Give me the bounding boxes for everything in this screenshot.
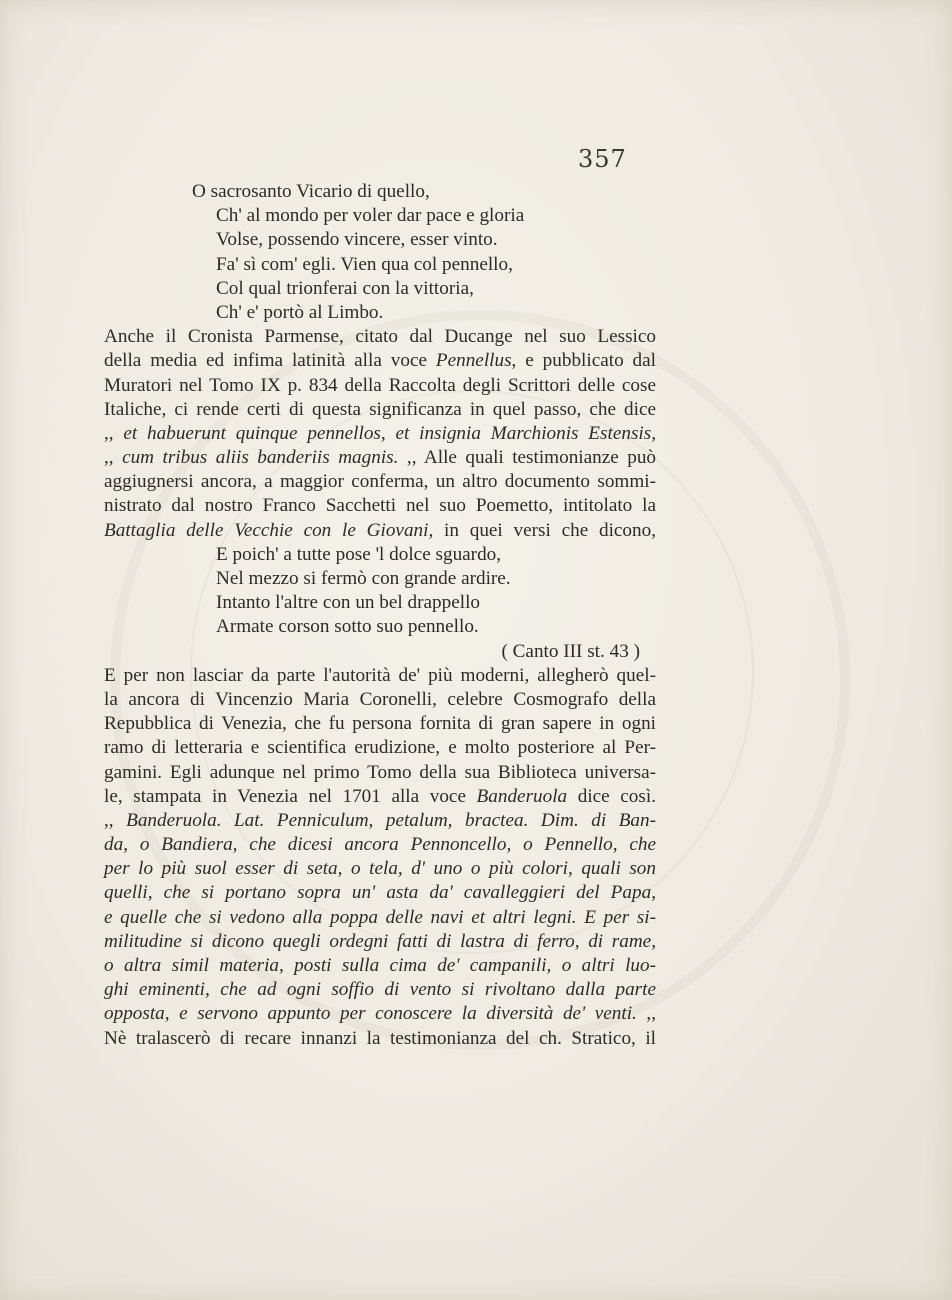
text-segment: ramo di letteraria e scientifica erudizione, e molto posteriore al Per- bbox=[104, 737, 656, 759]
prose-line bbox=[104, 881, 656, 905]
italic-text: o altra simil materia, posti sulla cima de' campanili, o altri luo- bbox=[104, 955, 656, 976]
italic-text: et habuerunt quinque pennellos, et insignia Marchionis Estensis, bbox=[123, 422, 657, 444]
text-segment: ,, bbox=[104, 447, 123, 469]
prose-line bbox=[104, 857, 656, 881]
italic-text: per lo più suol esser di seta, o tela, d' uno o più colori, quali son bbox=[104, 858, 656, 880]
text-segment: della media ed infima latinità alla voce bbox=[104, 350, 436, 372]
prose-line bbox=[104, 712, 656, 736]
verse-line: Armate corson sotto suo pennello. bbox=[216, 616, 479, 638]
prose-line bbox=[104, 1027, 656, 1051]
prose-line bbox=[104, 906, 656, 930]
prose-line bbox=[104, 374, 656, 398]
italic-text: Banderuola bbox=[476, 785, 568, 807]
text-segment: la ancora di Vincenzio Maria Coronelli, celebre Cosmografo della bbox=[104, 688, 656, 710]
verse-line: Fa' sì com' egli. Vien qua col pennello, bbox=[216, 253, 513, 275]
italic-text: ghi eminenti, che ad ogni soffio di vento si rivoltano dalla parte bbox=[104, 979, 656, 1001]
text-segment: ,, bbox=[636, 1003, 656, 1025]
text-segment: nistrato dal nostro Franco Sacchetti nel suo Poemetto, intitolato la bbox=[104, 495, 656, 517]
prose-line bbox=[104, 785, 656, 809]
prose-line bbox=[104, 736, 656, 760]
citation-line: ( Canto III st. 43 ) bbox=[501, 640, 640, 662]
text-segment: le, stampata in Venezia nel 1701 alla voce bbox=[104, 785, 477, 807]
text-segment: ,, Alle quali testimonianze può bbox=[398, 447, 657, 469]
text-segment: , in quei versi che dicono, bbox=[428, 519, 656, 541]
prose-line bbox=[104, 978, 656, 1002]
text-segment: dice così. bbox=[567, 785, 656, 807]
prose-line bbox=[104, 446, 656, 470]
italic-text: quelli, che si portano sopra un' asta da' cavalleggieri del Papa, bbox=[104, 882, 656, 904]
text-segment: Anche il Cronista Parmense, citato dal Ducange nel suo Lessico bbox=[104, 326, 656, 348]
prose-line bbox=[104, 930, 656, 954]
italic-text: e quelle che si vedono alla poppa delle navi et altri legni. E per si- bbox=[104, 906, 656, 928]
italic-text: cum tribus aliis banderiis magnis. bbox=[122, 447, 399, 469]
verse-line: Intanto l'altre con un bel drappello bbox=[216, 592, 480, 614]
prose-line bbox=[104, 1002, 656, 1026]
prose-line bbox=[104, 422, 656, 446]
text-segment: aggiugnersi ancora, a maggior conferma, un altro documento sommi- bbox=[104, 471, 656, 493]
text-segment: E per non lasciar da parte l'autorità de' più moderni, allegherò quel- bbox=[104, 664, 656, 686]
text-segment: ,, bbox=[104, 422, 124, 444]
text-segment: Nè tralascerò di recare innanzi la testimonianza del ch. Stratico, il bbox=[104, 1027, 656, 1049]
italic-text: da, o Bandiera, che dicesi ancora Pennoncello, o Pennello, che bbox=[104, 834, 656, 856]
prose-line bbox=[104, 519, 656, 543]
page-text bbox=[104, 180, 656, 1051]
italic-text: opposta, e servono appunto per conoscere la diversità de' venti. bbox=[104, 1003, 637, 1025]
verse-line: O sacrosanto Vicario di quello, bbox=[192, 181, 430, 202]
prose-line bbox=[104, 809, 656, 833]
italic-text: Battaglia delle Vecchie con le Giovani bbox=[104, 519, 429, 541]
prose-line bbox=[104, 833, 656, 857]
prose-line bbox=[104, 470, 656, 494]
verse-line: Ch' e' portò al Limbo. bbox=[216, 301, 384, 323]
prose-line bbox=[104, 664, 656, 688]
verse-line: Volse, possendo vincere, esser vinto. bbox=[216, 229, 498, 251]
text-segment: Italiche, ci rende certi di questa significanza in quel passo, che dice bbox=[104, 398, 656, 420]
prose-line bbox=[104, 398, 656, 422]
text-segment: , e pubblicato dal bbox=[511, 350, 656, 372]
prose-line bbox=[104, 494, 656, 518]
text-segment: Muratori nel Tomo IX p. 834 della Raccolta degli Scrittori delle cose bbox=[104, 374, 656, 396]
italic-text: Banderuola. Lat. Penniculum, petalum, bractea. Dim. di Ban- bbox=[126, 809, 656, 831]
text-segment: ,, bbox=[104, 809, 127, 831]
prose-line bbox=[104, 954, 656, 978]
italic-text: militudine si dicono quegli ordegni fatti di lastra di ferro, di rame, bbox=[104, 930, 656, 952]
prose-line bbox=[104, 325, 656, 349]
verse-line: Nel mezzo si fermò con grande ardire. bbox=[216, 568, 511, 589]
text-segment: gamini. Egli adunque nel primo Tomo della sua Biblioteca universa- bbox=[104, 761, 656, 783]
prose-line bbox=[104, 349, 656, 373]
italic-text: Pennellus bbox=[435, 350, 512, 372]
verse-line: Ch' al mondo per voler dar pace e gloria bbox=[216, 205, 525, 227]
text-segment: Repubblica di Venezia, che fu persona fornita di gran sapere in ogni bbox=[104, 713, 656, 735]
verse-line: E poich' a tutte pose 'l dolce sguardo, bbox=[216, 543, 502, 565]
prose-line bbox=[104, 761, 656, 785]
verse-line: Col qual trionferai con la vittoria, bbox=[216, 277, 474, 299]
prose-line bbox=[104, 688, 656, 712]
page-number: 357 bbox=[578, 145, 627, 173]
